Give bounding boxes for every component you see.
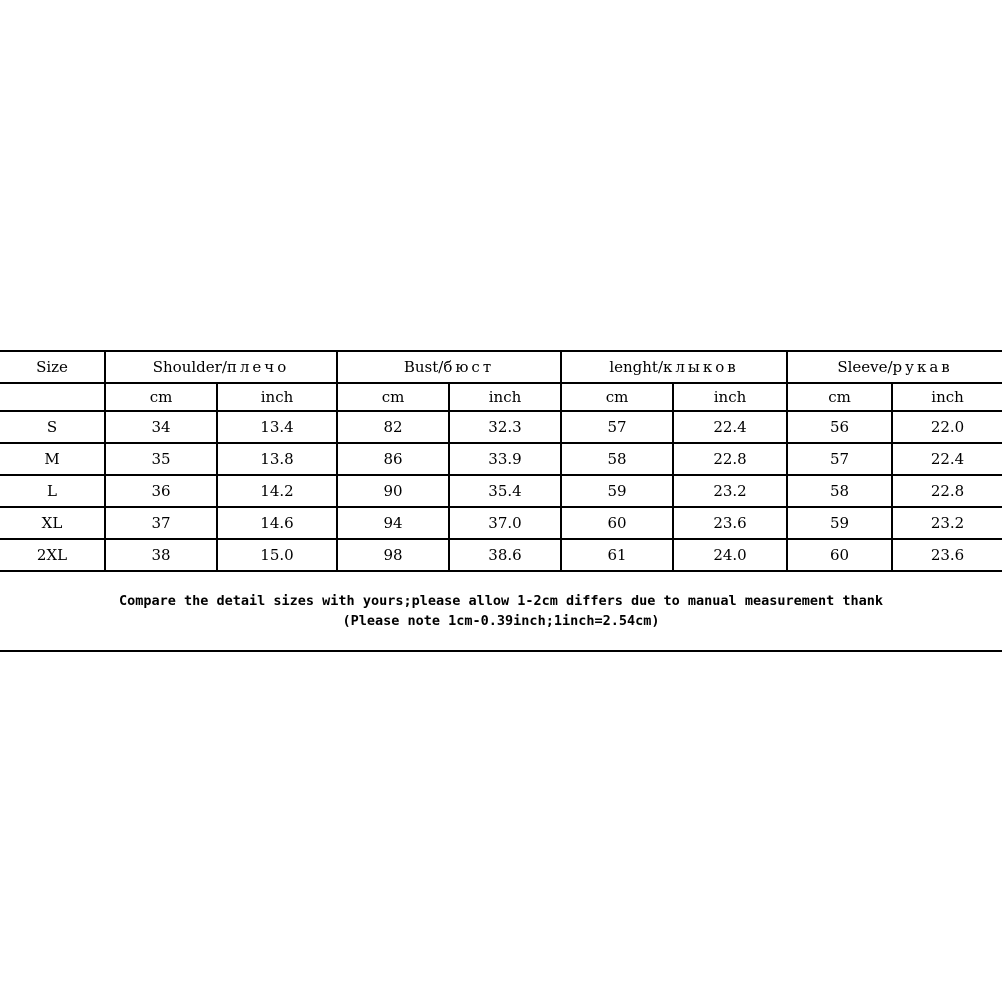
- sleeve-header: [787, 351, 1002, 383]
- bust-header: [337, 351, 561, 383]
- table-cell: 37.0: [449, 507, 561, 539]
- table-cell: 24.0: [673, 539, 787, 571]
- table-cell: 60: [561, 507, 673, 539]
- table-cell: 23.2: [892, 507, 1002, 539]
- table-row-xl: [0, 507, 1002, 539]
- length-header: [561, 351, 787, 383]
- table-cell: 90: [337, 475, 449, 507]
- measurement-note: [0, 572, 1002, 652]
- length-label: lenght/: [609, 358, 664, 376]
- table-cell: 23.2: [673, 475, 787, 507]
- unit-cell: cm: [787, 383, 892, 411]
- size-chart: [0, 350, 1002, 652]
- table-cell: 14.2: [217, 475, 337, 507]
- bust-label: Bust/: [403, 358, 444, 376]
- size-label: M: [0, 443, 105, 475]
- table-cell: 33.9: [449, 443, 561, 475]
- shoulder-label: Shoulder/: [152, 358, 227, 376]
- header-row: [0, 351, 1002, 383]
- table-cell: 38.6: [449, 539, 561, 571]
- table-cell: 23.6: [673, 507, 787, 539]
- unit-cell: inch: [217, 383, 337, 411]
- table-cell: 22.8: [673, 443, 787, 475]
- table-row-l: [0, 475, 1002, 507]
- table-cell: 34: [105, 411, 217, 443]
- unit-cell: cm: [337, 383, 449, 411]
- sleeve-label: Sleeve/: [837, 358, 893, 376]
- table-cell: 22.8: [892, 475, 1002, 507]
- table-cell: 36: [105, 475, 217, 507]
- size-label: S: [0, 411, 105, 443]
- table-cell: 32.3: [449, 411, 561, 443]
- table-cell: 98: [337, 539, 449, 571]
- table-cell: 38: [105, 539, 217, 571]
- size-column-header: Size: [0, 351, 105, 383]
- unit-cell: inch: [892, 383, 1002, 411]
- unit-row: [0, 383, 1002, 411]
- table-cell: 82: [337, 411, 449, 443]
- table-cell: 23.6: [892, 539, 1002, 571]
- shoulder-cyrillic: плечо: [226, 358, 290, 376]
- sleeve-cyrillic: рукав: [892, 358, 953, 376]
- table-cell: 15.0: [217, 539, 337, 571]
- size-label: 2XL: [0, 539, 105, 571]
- table-cell: 14.6: [217, 507, 337, 539]
- unit-cell: cm: [105, 383, 217, 411]
- table-cell: 13.8: [217, 443, 337, 475]
- table-cell: 22.4: [892, 443, 1002, 475]
- unit-cell: inch: [673, 383, 787, 411]
- table-cell: 22.4: [673, 411, 787, 443]
- unit-cell: inch: [449, 383, 561, 411]
- size-label: L: [0, 475, 105, 507]
- size-table: [0, 350, 1002, 572]
- bust-cyrillic: бюст: [443, 358, 495, 376]
- table-cell: 60: [787, 539, 892, 571]
- table-cell: 61: [561, 539, 673, 571]
- table-cell: 59: [561, 475, 673, 507]
- table-row-2xl: [0, 539, 1002, 571]
- table-cell: 57: [787, 443, 892, 475]
- table-cell: 58: [561, 443, 673, 475]
- table-cell: 35.4: [449, 475, 561, 507]
- table-cell: 56: [787, 411, 892, 443]
- length-cyrillic: клыков: [663, 358, 739, 376]
- table-cell: 86: [337, 443, 449, 475]
- table-row-s: [0, 411, 1002, 443]
- table-row-m: [0, 443, 1002, 475]
- table-cell: 13.4: [217, 411, 337, 443]
- table-cell: 57: [561, 411, 673, 443]
- note-line-conversion: (Please note 1cm-0.39inch;1inch=2.54cm): [342, 613, 660, 629]
- unit-cell: cm: [561, 383, 673, 411]
- size-label: XL: [0, 507, 105, 539]
- table-cell: 22.0: [892, 411, 1002, 443]
- table-cell: 94: [337, 507, 449, 539]
- table-cell: 35: [105, 443, 217, 475]
- table-cell: 59: [787, 507, 892, 539]
- table-cell: 58: [787, 475, 892, 507]
- note-line-compare: Compare the detail sizes with yours;please allow 1-2cm differs due to manual measurement thank: [118, 593, 883, 609]
- unit-size-blank: [0, 383, 105, 411]
- shoulder-header: [105, 351, 337, 383]
- table-cell: 37: [105, 507, 217, 539]
